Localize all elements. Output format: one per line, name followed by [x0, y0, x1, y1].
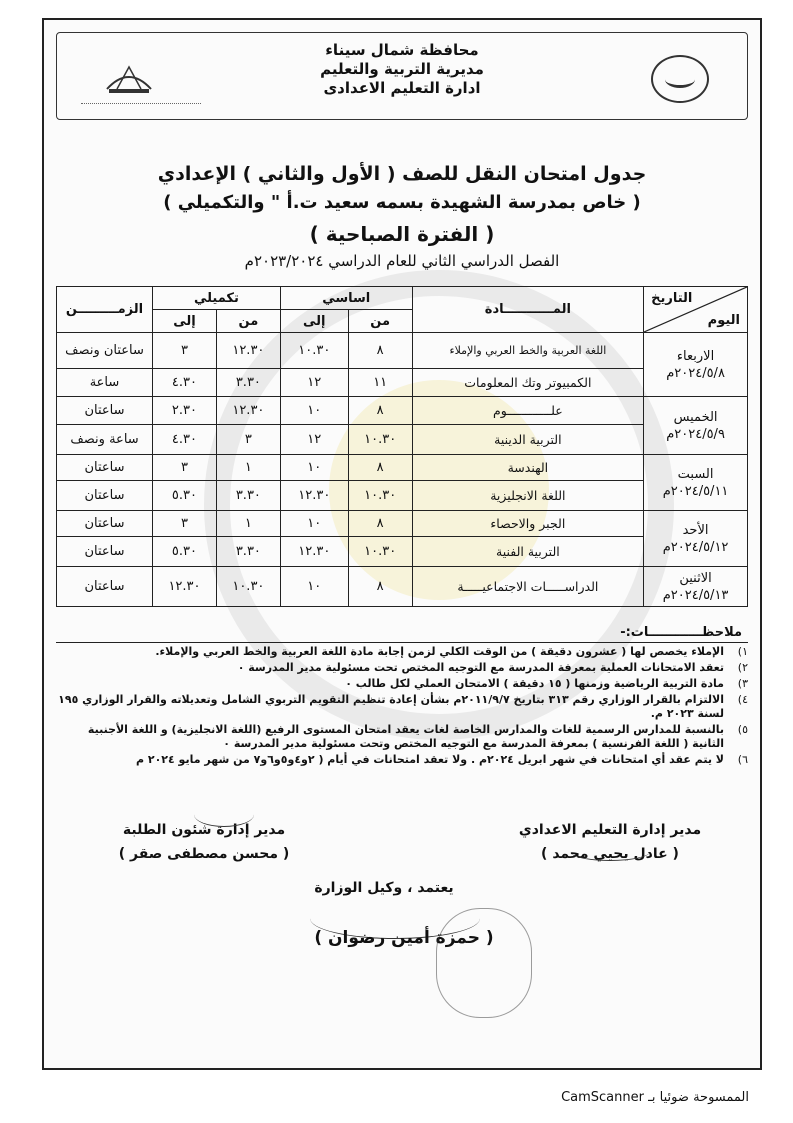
- document-page: [42, 18, 762, 1070]
- supp-to-cell: ٤.٣٠: [153, 425, 217, 455]
- basic-from-cell: ٨: [348, 397, 412, 425]
- basic-from-header: من: [348, 310, 412, 333]
- supp-to-cell: ٣: [153, 511, 217, 537]
- term-title: الفصل الدراسي الثاني للعام الدراسي ٢٠٢٣/٢٠٢٤م: [244, 252, 560, 270]
- supp-from-header: من: [216, 310, 280, 333]
- subject-header: المـــــــــــادة: [412, 287, 644, 333]
- signature-right-name: ( عادل يحيي محمد ): [541, 846, 679, 862]
- supp-to-cell: ٤.٣٠: [153, 369, 217, 397]
- list-item: ٣) مادة التربية الرياضية وزمنها ( ١٥ دقيقة ) الامتحان العملي لكل طالب ٠: [345, 677, 748, 690]
- list-item: ٦) لا يتم عقد أي امتحانات في شهر ابريل ٢٠٢٤م . ولا تعقد امتحانات في أيام ( ٢و٤و٥و٦و٧ من شهر مايو ٢٠٢٤ م: [135, 753, 748, 766]
- notes-list: [56, 642, 748, 767]
- duration-cell: ساعتان: [57, 567, 153, 607]
- subject-cell: التربية الدينية: [412, 425, 644, 455]
- duration-cell: ساعة ونصف: [57, 425, 153, 455]
- basic-from-cell: ١٠.٣٠: [348, 537, 412, 567]
- day-cell: الأحد ٢٠٢٤/٥/١٢م: [644, 511, 748, 567]
- basic-to-cell: ١٢.٣٠: [280, 537, 348, 567]
- duration-cell: ساعتان: [57, 481, 153, 511]
- signature-left: [84, 818, 324, 866]
- duration-cell: ساعتان: [57, 537, 153, 567]
- signature-left-title: مدير إدارة شئون الطلبة: [122, 822, 286, 838]
- supp-from-cell: ١٢.٣٠: [216, 333, 280, 369]
- day-cell: الاثنين ٢٠٢٤/٥/١٣م: [644, 567, 748, 607]
- day-cell: الخميس ٢٠٢٤/٥/٩م: [644, 397, 748, 455]
- list-item: ٢) تعقد الامتحانات العملية بمعرفة المدرسة مع التوجيه المختص تحت مسئولية مدير المدرسة ٠: [237, 661, 748, 674]
- supp-to-cell: ٥.٣٠: [153, 537, 217, 567]
- basic-to-cell: ١٠: [280, 511, 348, 537]
- list-item: ٤) الالتزام بالقرار الوزاري رقم ٣١٣ بتاريخ ٢٠١١/٩/٧م بشأن إعادة تنظيم التقويم التربوي الشامل وتعديلاته والقرار الوزاري ١٩٥ لسنة ٢٠٢٣ م.: [58, 693, 748, 720]
- subject-cell: الجبر والاحصاء: [412, 511, 644, 537]
- basic-to-cell: ١٠: [280, 567, 348, 607]
- subject-cell: اللغة العربية والخط العربي والإملاء: [412, 333, 644, 369]
- supp-from-cell: ٣.٣٠: [216, 537, 280, 567]
- duration-cell: ساعة: [57, 369, 153, 397]
- supp-to-cell: ٣: [153, 455, 217, 481]
- duration-header: الزمـــــــــن: [57, 287, 153, 333]
- letterhead-text: [57, 41, 747, 98]
- subject-cell: الكمبيوتر وتك المعلومات: [412, 369, 644, 397]
- basic-to-header: إلى: [280, 310, 348, 333]
- basic-to-cell: ١٢.٣٠: [280, 481, 348, 511]
- basic-from-cell: ٨: [348, 455, 412, 481]
- subject-cell: علــــــــــــوم: [412, 397, 644, 425]
- supp-from-cell: ٣: [216, 425, 280, 455]
- supp-from-cell: ١٢.٣٠: [216, 397, 280, 425]
- table-row: [57, 567, 748, 607]
- date-header: التاريخ: [651, 290, 693, 306]
- schedule-title: جدول امتحان النقل للصف ( الأول والثاني ) الإعدادي: [157, 163, 647, 185]
- undersecretary-name: ( حمزة أمين رضوان ): [314, 928, 494, 948]
- basic-from-cell: ١١: [348, 369, 412, 397]
- supp-to-cell: ٢.٣٠: [153, 397, 217, 425]
- supp-from-cell: ١: [216, 455, 280, 481]
- signature-right-title: مدير إدارة التعليم الاعدادي: [518, 822, 702, 838]
- date-day-header: [644, 287, 748, 333]
- duration-cell: ساعتان: [57, 397, 153, 425]
- school-title: ( خاص بمدرسة الشهيدة بسمه سعيد ت.أ " والتكميلي ): [163, 192, 641, 213]
- document-titles: [44, 160, 760, 272]
- scanner-footer: الممسوحة ضوئيا بـ CamScanner: [561, 1090, 749, 1105]
- signature-left-name: ( محسن مصطفى صقر ): [118, 846, 290, 862]
- governorate-name: محافظة شمال سيناء: [325, 41, 479, 59]
- approve-label: يعتمد ،: [407, 880, 454, 896]
- official-stamp: [436, 908, 532, 1018]
- table-row: [57, 511, 748, 537]
- ministry-logo-icon: [99, 59, 159, 97]
- subject-cell: الهندسة: [412, 455, 644, 481]
- subject-cell: التربية الفنية: [412, 537, 644, 567]
- duration-cell: ساعتان: [57, 455, 153, 481]
- list-item: ٥) بالنسبة للمدارس الرسمية للغات والمدارس الخاصة لغات يعقد امتحان المستوى الرفيع (اللغة الانجليزية) و اللغة الأجنبية الثانية ( اللغة الفرنسية ) بمعرفة المدرسة مع التوجيه المختص وتحت مسئولية مدير المدرسة ٠: [87, 723, 748, 750]
- basic-from-cell: ٨: [348, 567, 412, 607]
- notes-title: ملاحظــــــــــــات:-: [620, 625, 742, 640]
- governorate-logo-icon: [651, 55, 709, 103]
- logo-caption: [81, 103, 201, 108]
- administration-name: ادارة التعليم الاعدادى: [323, 79, 481, 97]
- table-row: [57, 333, 748, 369]
- supp-from-cell: ٣.٣٠: [216, 369, 280, 397]
- supp-to-header: إلى: [153, 310, 217, 333]
- list-item: ١) الإملاء يخصص لها ( عشرون دقيقة ) من الوقت الكلي لزمن إجابة مادة اللغة العربية والخط العربي والإملاء.: [155, 645, 748, 658]
- directorate-name: مديرية التربية والتعليم: [320, 60, 484, 78]
- basic-to-cell: ١٠: [280, 397, 348, 425]
- subject-cell: اللغة الانجليزية: [412, 481, 644, 511]
- subject-cell: الدراســـــات الاجتماعيـــــة: [412, 567, 644, 607]
- supp-to-cell: ٥.٣٠: [153, 481, 217, 511]
- basic-to-cell: ١٢: [280, 369, 348, 397]
- handwritten-signature: [570, 842, 650, 861]
- basic-from-cell: ١٠.٣٠: [348, 425, 412, 455]
- duration-cell: ساعتان ونصف: [57, 333, 153, 369]
- day-cell: الاربعاء ٢٠٢٤/٥/٨م: [644, 333, 748, 397]
- basic-to-cell: ١٠: [280, 455, 348, 481]
- approval-block: [284, 876, 484, 900]
- day-cell: السبت ٢٠٢٤/٥/١١م: [644, 455, 748, 511]
- supp-from-cell: ١: [216, 511, 280, 537]
- table-row: [57, 397, 748, 425]
- handwritten-signature: [194, 802, 254, 827]
- basic-to-cell: ١٠.٣٠: [280, 333, 348, 369]
- table-row: [57, 455, 748, 481]
- day-header: اليوم: [707, 312, 740, 328]
- basic-to-cell: ١٢: [280, 425, 348, 455]
- supplementary-header: تكميلي: [153, 287, 281, 310]
- notes-section: [56, 626, 748, 769]
- exam-schedule-table: [56, 286, 748, 607]
- basic-from-cell: ١٠.٣٠: [348, 481, 412, 511]
- period-title: ( الفترة الصباحية ): [309, 222, 495, 246]
- supp-to-cell: ١٢.٣٠: [153, 567, 217, 607]
- basic-from-cell: ٨: [348, 333, 412, 369]
- supp-from-cell: ١٠.٣٠: [216, 567, 280, 607]
- basic-header: اساسي: [280, 287, 412, 310]
- letterhead: [56, 32, 748, 120]
- basic-from-cell: ٨: [348, 511, 412, 537]
- duration-cell: ساعتان: [57, 511, 153, 537]
- supp-to-cell: ٣: [153, 333, 217, 369]
- supp-from-cell: ٣.٣٠: [216, 481, 280, 511]
- undersecretary-title: وكيل الوزارة: [314, 880, 403, 896]
